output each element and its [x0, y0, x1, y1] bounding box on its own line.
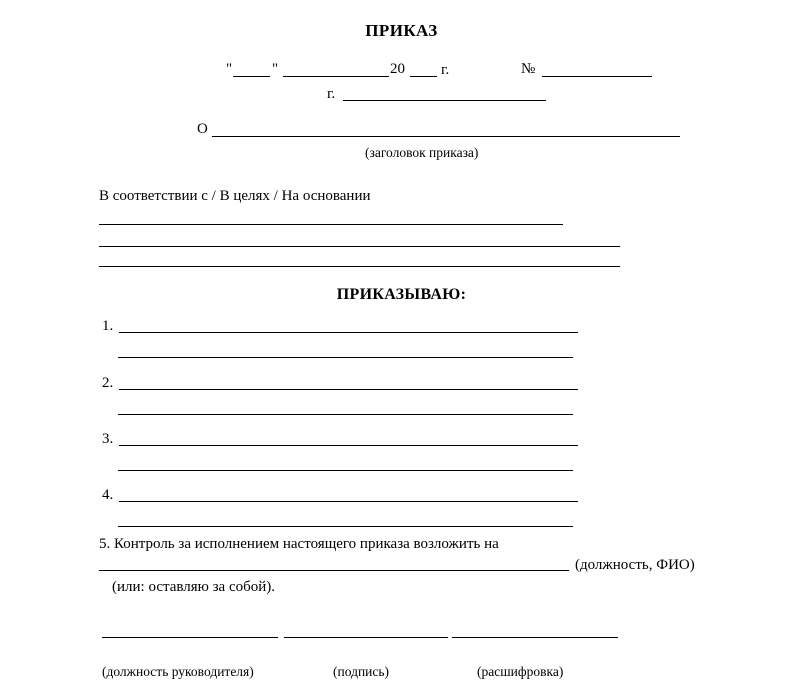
- month-field[interactable]: [283, 76, 389, 77]
- control-item-field[interactable]: [99, 570, 569, 571]
- signature-line-name[interactable]: [452, 637, 618, 638]
- preamble-field-line-3[interactable]: [99, 266, 620, 267]
- year-prefix: 20: [390, 61, 405, 77]
- order-item-field-line-2[interactable]: [118, 526, 573, 527]
- control-item-text: 5. Контроль за исполнением настоящего приказа возложить на: [99, 536, 499, 552]
- signature-caption-name: (расшифровка): [477, 664, 564, 679]
- control-item-alternative: (или: оставляю за собой).: [112, 579, 276, 595]
- order-item-number: 4.: [102, 487, 114, 503]
- order-item-field-line-1[interactable]: [119, 445, 578, 446]
- order-item-number: 2.: [102, 375, 114, 391]
- order-item-field-line-1[interactable]: [119, 501, 578, 502]
- order-item-field-line-1[interactable]: [119, 332, 578, 333]
- city-field[interactable]: [343, 100, 546, 101]
- year-field[interactable]: [410, 76, 437, 77]
- order-item-field-line-1[interactable]: [119, 389, 578, 390]
- day-quote-open: ": [226, 61, 233, 77]
- subject-caption: (заголовок приказа): [365, 145, 479, 160]
- preamble-field-line-1[interactable]: [99, 224, 563, 225]
- control-item-role-caption: (должность, ФИО): [575, 557, 695, 573]
- preamble-text: В соответствии с / В целях / На основании: [99, 188, 371, 204]
- preamble-field-line-2[interactable]: [99, 246, 620, 247]
- order-item-field-line-2[interactable]: [118, 357, 573, 358]
- signature-line-position[interactable]: [102, 637, 278, 638]
- day-field[interactable]: [233, 76, 270, 77]
- day-quote-close: ": [272, 61, 279, 77]
- signature-caption-sign: (подпись): [333, 664, 390, 679]
- order-item-field-line-2[interactable]: [118, 414, 573, 415]
- order-verb-heading: ПРИКАЗЫВАЮ:: [336, 286, 467, 303]
- page-title: ПРИКАЗ: [365, 21, 438, 40]
- subject-prefix: О: [197, 121, 208, 137]
- subject-field[interactable]: [212, 136, 680, 137]
- number-field[interactable]: [542, 76, 652, 77]
- number-sign: №: [521, 61, 536, 77]
- signature-line-sign[interactable]: [284, 637, 448, 638]
- order-item-field-line-2[interactable]: [118, 470, 573, 471]
- signature-caption-position: (должность руководителя): [102, 664, 254, 679]
- order-item-number: 1.: [102, 318, 114, 334]
- city-prefix: г.: [327, 86, 336, 102]
- year-suffix: г.: [441, 62, 450, 78]
- order-item-number: 3.: [102, 431, 114, 447]
